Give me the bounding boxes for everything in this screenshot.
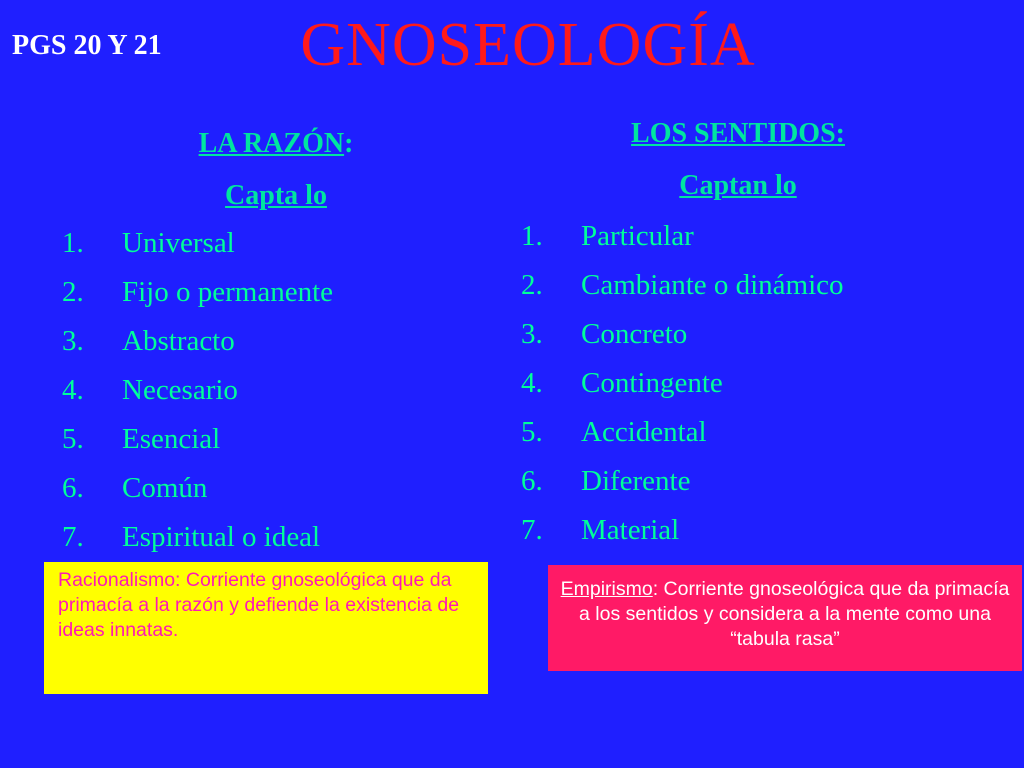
senses-heading	[558, 118, 918, 150]
list-item-text: Común	[122, 472, 208, 504]
list-item-text: Contingente	[581, 367, 723, 399]
list-item-text: Universal	[122, 227, 235, 259]
reason-heading-text: LA RAZÓN	[198, 128, 345, 159]
list-item	[62, 513, 333, 562]
slide-title: GNOSEOLOGÍA	[300, 11, 756, 79]
list-item-number: 1.	[62, 227, 84, 259]
list-item	[62, 317, 333, 366]
pages-label: PGS 20 Y 21	[12, 30, 162, 61]
list-item-number: 5.	[62, 423, 84, 455]
list-item-text: Esencial	[122, 423, 221, 455]
list-item-number: 4.	[521, 367, 543, 399]
reason-list	[62, 219, 333, 562]
senses-subheading	[558, 170, 918, 202]
list-item	[521, 212, 844, 261]
list-item	[62, 464, 333, 513]
rationalism-note-text: Racionalismo: Corriente gnoseológica que da primacía a la razón y defiende la existencia de ideas innatas.	[58, 569, 460, 641]
reason-subheading	[96, 180, 456, 212]
list-item-text: Cambiante o dinámico	[581, 269, 844, 301]
empiricism-note-text: : Corriente gnoseológica que da primacía a los sentidos y considera a la mente como una “tabula rasa”	[579, 578, 1010, 650]
list-item	[521, 310, 844, 359]
list-item	[62, 366, 333, 415]
list-item-number: 6.	[62, 472, 84, 504]
list-item-text: Necesario	[122, 374, 238, 406]
list-item-number: 3.	[62, 325, 84, 357]
reason-heading-colon: :	[344, 128, 354, 159]
list-item-number: 7.	[521, 514, 543, 546]
rationalism-note	[44, 562, 488, 694]
reason-subheading-text: Capta lo	[225, 180, 327, 211]
list-item-number: 2.	[521, 269, 543, 301]
empiricism-term: Empirismo	[560, 578, 653, 600]
list-item-text: Abstracto	[122, 325, 235, 357]
list-item-number: 6.	[521, 465, 543, 497]
list-item-number: 3.	[521, 318, 543, 350]
list-item-text: Concreto	[581, 318, 688, 350]
senses-heading-text: LOS SENTIDOS:	[631, 118, 845, 149]
list-item	[521, 408, 844, 457]
list-item	[521, 457, 844, 506]
list-item-number: 4.	[62, 374, 84, 406]
list-item	[62, 219, 333, 268]
list-item-number: 5.	[521, 416, 543, 448]
list-item-text: Particular	[581, 220, 694, 252]
list-item-text: Accidental	[581, 416, 707, 448]
empiricism-note	[548, 565, 1022, 671]
senses-subheading-text: Captan lo	[679, 170, 797, 201]
senses-list	[521, 212, 844, 555]
list-item-text: Diferente	[581, 465, 691, 497]
reason-heading	[96, 128, 456, 160]
list-item	[521, 261, 844, 310]
list-item-number: 7.	[62, 521, 84, 553]
list-item-text: Espiritual o ideal	[122, 521, 321, 553]
list-item	[62, 415, 333, 464]
list-item-number: 1.	[521, 220, 543, 252]
list-item	[521, 359, 844, 408]
list-item	[62, 268, 333, 317]
list-item-text: Material	[581, 514, 680, 546]
list-item	[521, 506, 844, 555]
list-item-number: 2.	[62, 276, 84, 308]
list-item-text: Fijo o permanente	[122, 276, 334, 308]
